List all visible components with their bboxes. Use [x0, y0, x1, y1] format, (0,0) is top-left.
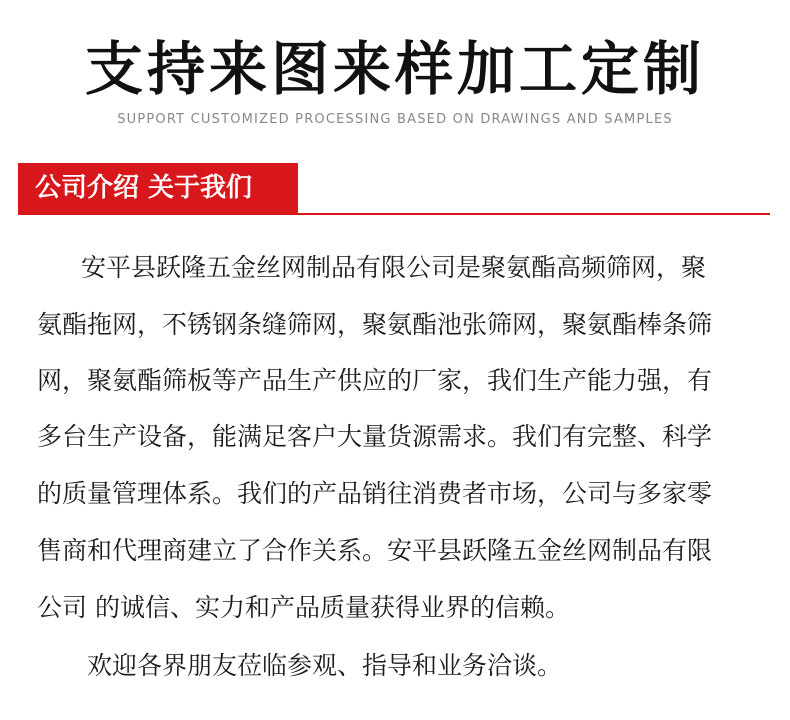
body-paragraph-line-4: 多台生产设备，能满足客户大量货源需求。我们有完整、科学: [37, 422, 713, 451]
body-paragraph-line-6: 售商和代理商建立了合作关系。安平县跃隆五金丝网制品有限: [37, 536, 713, 565]
body-paragraph-line-5: 的质量管理体系。我们的产品销往消费者市场，公司与多家零: [37, 479, 713, 508]
section-divider: [18, 213, 770, 215]
body-paragraph-line-1: 安平县跃隆五金丝网制品有限公司是聚氨酯高频筛网，聚: [81, 253, 707, 282]
section-banner: [18, 163, 298, 213]
body-paragraph-line-7: 公司 的诚信、实力和产品质量获得业界的信赖。: [37, 593, 570, 622]
subtitle: SUPPORT CUSTOMIZED PROCESSING BASED ON DRAWINGS AND SAMPLES: [117, 112, 673, 127]
closing-line: 欢迎各界朋友莅临参观、指导和业务洽谈。: [87, 651, 563, 680]
body-paragraph-line-3: 网，聚氨酯筛板等产品生产供应的厂家，我们生产能力强，有: [37, 366, 713, 395]
section-title: 公司介绍 关于我们: [35, 173, 253, 203]
body-paragraph-line-2: 氨酯拖网，不锈钢条缝筛网，聚氨酯池张筛网，聚氨酯棒条筛: [37, 310, 713, 339]
main-title: 支持来图来样加工定制: [84, 35, 705, 103]
